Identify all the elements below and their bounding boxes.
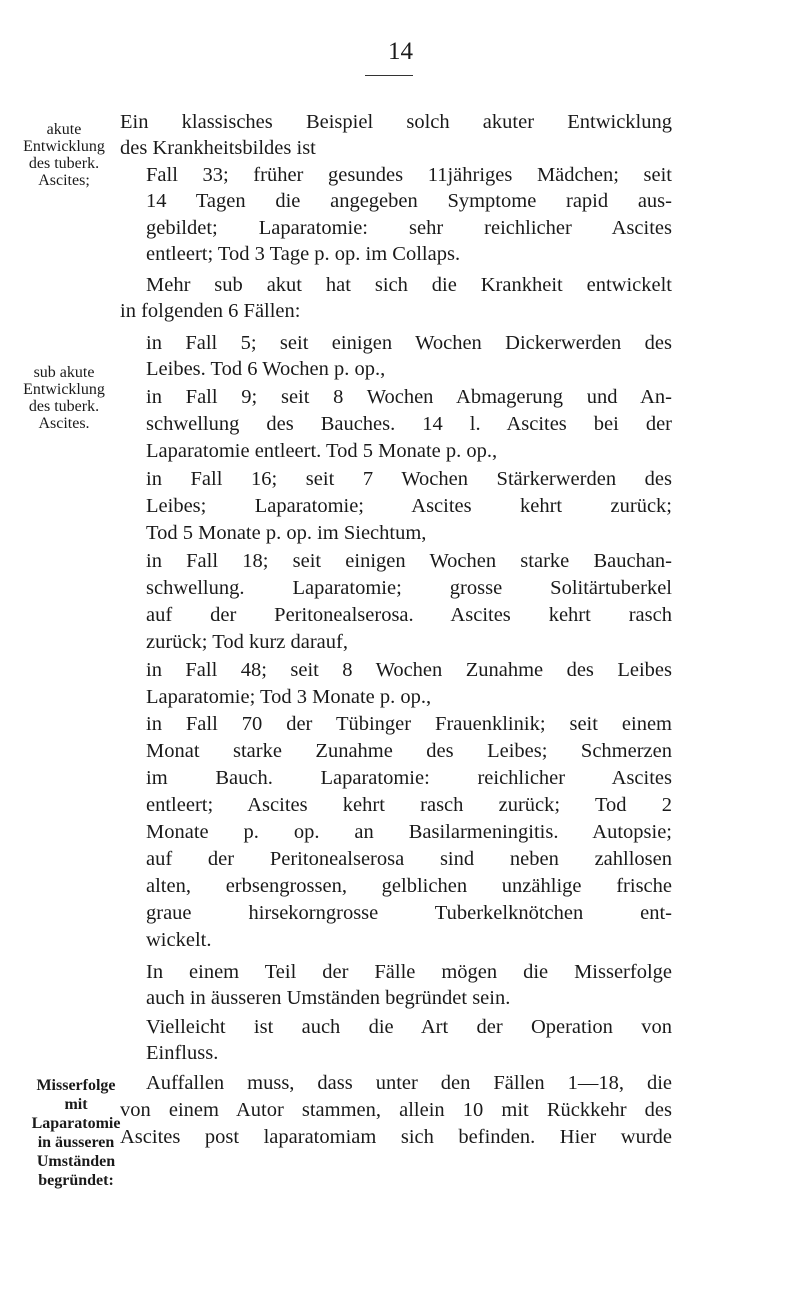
body-line: in Fall 70 der Tübinger Frauenklinik; seit einem	[146, 713, 672, 735]
body-line: schwellung. Laparatomie; grosse Solitärtuberkel	[146, 577, 672, 599]
margin-note-misserfolge	[22, 1076, 130, 1190]
body-line: auch in äusseren Umständen begründet sein.	[146, 987, 511, 1009]
page-number-rule	[365, 75, 413, 76]
body-line: im Bauch. Laparatomie: reichlicher Ascites	[146, 767, 672, 789]
body-line: Ascites post laparatomiam sich befinden. Hier wurde	[120, 1126, 672, 1148]
margin-note-line: mit	[64, 1096, 88, 1113]
margin-note-line: des tuberk.	[28, 398, 100, 415]
margin-note-line: Umständen	[36, 1153, 116, 1170]
body-line: entleert; Tod 3 Tage p. op. im Collaps.	[146, 243, 461, 265]
margin-note-line: akute	[46, 121, 82, 138]
body-line: in Fall 16; seit 7 Wochen Stärkerwerden des	[146, 468, 672, 490]
margin-note-line: Misserfolge	[36, 1077, 116, 1094]
margin-note-line: Entwicklung	[23, 138, 105, 155]
body-line: 14 Tagen die angegeben Symptome rapid aus-	[146, 190, 672, 212]
body-line: auf der Peritonealserosa sind neben zahllosen	[146, 848, 672, 870]
margin-note-akute	[18, 121, 110, 189]
body-line: Ein klassisches Beispiel solch akuter Entwicklung	[120, 111, 672, 133]
body-line: in Fall 48; seit 8 Wochen Zunahme des Leibes	[146, 659, 672, 681]
body-line: zurück; Tod kurz darauf,	[146, 631, 348, 653]
body-line: Laparatomie entleert. Tod 5 Monate p. op.,	[146, 440, 498, 462]
body-line: Mehr sub akut hat sich die Krankheit entwickelt	[146, 274, 672, 296]
body-line: auf der Peritonealserosa. Ascites kehrt rasch	[146, 604, 672, 626]
body-line: Fall 33; früher gesundes 11jähriges Mädchen; seit	[146, 164, 672, 186]
body-line: Leibes; Laparatomie; Ascites kehrt zurück;	[146, 495, 672, 517]
body-line: entleert; Ascites kehrt rasch zurück; Tod 2	[146, 794, 672, 816]
body-line: Monate p. op. an Basilarmeningitis. Autopsie;	[146, 821, 672, 843]
margin-note-line: Ascites.	[38, 415, 90, 432]
body-line: des Krankheitsbildes ist	[120, 137, 316, 159]
body-line: in Fall 9; seit 8 Wochen Abmagerung und An-	[146, 386, 672, 408]
body-line: von einem Autor stammen, allein 10 mit Rückkehr des	[120, 1099, 672, 1121]
body-line: in Fall 18; seit einigen Wochen starke Bauchan-	[146, 550, 672, 572]
body-line: Einfluss.	[146, 1042, 219, 1064]
margin-note-line: Laparatomie	[31, 1115, 121, 1132]
body-line: Tod 5 Monate p. op. im Siechtum,	[146, 522, 427, 544]
body-line: Leibes. Tod 6 Wochen p. op.,	[146, 358, 386, 380]
body-line: in folgenden 6 Fällen:	[120, 300, 301, 322]
body-line: Laparatomie; Tod 3 Monate p. op.,	[146, 686, 432, 708]
body-line: graue hirsekorngrosse Tuberkelknötchen ent-	[146, 902, 672, 924]
body-line: gebildet; Laparatomie: sehr reichlicher Ascites	[146, 217, 672, 239]
margin-note-line: sub akute	[33, 364, 95, 381]
margin-note-subakute	[18, 364, 110, 432]
page-number: 14	[388, 38, 413, 65]
body-line: schwellung des Bauches. 14 l. Ascites bei der	[146, 413, 672, 435]
margin-note-line: in äusseren	[37, 1134, 115, 1151]
body-line: Auffallen muss, dass unter den Fällen 1—18, die	[146, 1072, 672, 1094]
margin-note-line: des tuberk.	[28, 155, 100, 172]
margin-note-line: Entwicklung	[23, 381, 105, 398]
margin-note-line: begründet:	[38, 1172, 114, 1189]
body-line: In einem Teil der Fälle mögen die Misserfolge	[146, 961, 672, 983]
body-line: alten, erbsengrossen, gelblichen unzählige frische	[146, 875, 672, 897]
body-line: wickelt.	[146, 929, 212, 951]
body-line: Monat starke Zunahme des Leibes; Schmerzen	[146, 740, 672, 762]
body-line: in Fall 5; seit einigen Wochen Dickerwerden des	[146, 332, 672, 354]
margin-note-line: Ascites;	[38, 172, 90, 189]
body-line: Vielleicht ist auch die Art der Operation von	[146, 1016, 672, 1038]
